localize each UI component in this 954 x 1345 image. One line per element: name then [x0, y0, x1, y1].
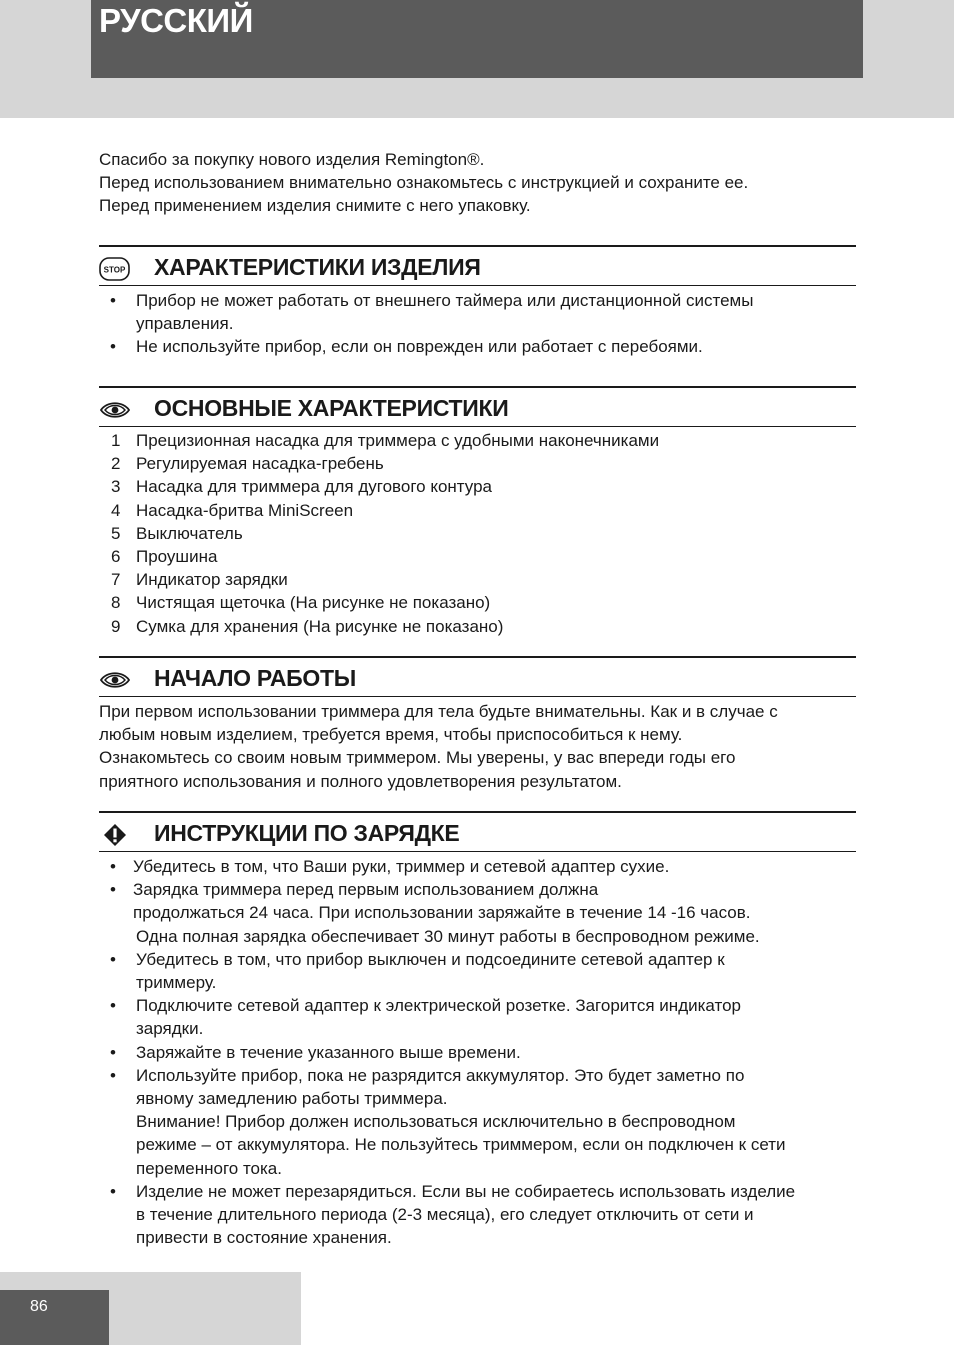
page-number-box	[0, 1290, 109, 1345]
list-item: 3 Насадка для триммера для дугового контура	[111, 477, 492, 497]
list-item: 8 Чистящая щеточка (На рисунке не показано)	[111, 593, 491, 613]
product-features-list	[99, 289, 856, 359]
list-item: 5 Выключатель	[111, 523, 243, 543]
svg-text:STOP: STOP	[103, 265, 126, 275]
language-bar	[91, 0, 863, 78]
list-item: 4 Насадка-бритва MiniScreen	[111, 500, 354, 520]
stop-icon	[99, 257, 131, 281]
list-item: • Зарядка триммера перед первым использованием должна продолжаться 24 часа. При использовании заряжайте в течение 14 -16 часов. Одна полная зарядка обеспечивает 30 минут работы в беспроводном режиме.	[99, 878, 856, 948]
eye-icon	[99, 398, 131, 422]
charging-list	[99, 855, 856, 1249]
section-header-getting-started	[99, 656, 856, 697]
list-item: • Изделие не может перезарядиться. Если вы не собираетесь использовать изделие в течение длительного периода (2-3 месяца), его следует отключить от сети и привести в состояние хранения.	[99, 1180, 856, 1250]
section-header-charging	[99, 811, 856, 852]
warning-icon	[99, 823, 131, 847]
language-title: РУССКИЙ	[99, 2, 253, 39]
list-item: • Не используйте прибор, если он поврежден или работает с перебоями.	[99, 335, 856, 358]
list-item: • Используйте прибор, пока не разрядится аккумулятор. Это будет заметно по явному замедлению работы триммера. Внимание! Прибор должен использоваться исключительно в беспроводном режиме – от аккумулятора. Не пользуйтесь триммером, если он подключен к сети переменного тока.	[99, 1064, 856, 1180]
list-item: • Убедитесь в том, что Ваши руки, триммер и сетевой адаптер сухие.	[99, 855, 856, 878]
main-features-list	[99, 429, 856, 638]
list-item: 2 Регулируемая насадка-гребень	[111, 454, 384, 474]
list-item: • Прибор не может работать от внешнего таймера или дистанционной системы управления.	[99, 289, 856, 335]
list-item: 9 Сумка для хранения (На рисунке не показано)	[111, 616, 504, 636]
section-title: НАЧАЛО РАБОТЫ	[154, 665, 356, 691]
section-title: ОСНОВНЫЕ ХАРАКТЕРИСТИКИ	[154, 395, 509, 421]
page-number: 86	[30, 1298, 48, 1315]
list-item: • Убедитесь в том, что прибор выключен и подсоедините сетевой адаптер к триммеру.	[99, 948, 856, 994]
list-item: • Заряжайте в течение указанного выше времени.	[99, 1041, 856, 1064]
list-item: 1 Прецизионная насадка для триммера с удобными наконечниками	[111, 431, 660, 450]
eye-icon	[99, 668, 131, 692]
section-title: ИНСТРУКЦИИ ПО ЗАРЯДКЕ	[154, 820, 460, 846]
intro-line: Спасибо за покупку нового изделия Remington®.	[99, 150, 485, 169]
intro-line: Перед применением изделия снимите с него упаковку.	[99, 196, 531, 216]
list-item: 7 Индикатор зарядки	[111, 570, 288, 590]
section-header-main-features	[99, 386, 856, 427]
getting-started-text: При первом использовании триммера для тела будьте внимательны. Как и в случае с любым новым изделием, требуется время, чтобы приспособиться к нему. Ознакомьтесь со своим новым триммером. Мы уверены, у вас впереди годы его приятного использования и полного удовлетворения результатом.	[99, 702, 778, 791]
section-header-product-features	[99, 245, 856, 286]
section-title: ХАРАКТЕРИСТИКИ ИЗДЕЛИЯ	[154, 254, 481, 280]
intro-line: Перед использованием внимательно ознакомьтесь с инструкцией и сохраните ее.	[99, 173, 749, 193]
list-item: • Подключите сетевой адаптер к электрической розетке. Загорится индикатор зарядки.	[99, 994, 856, 1040]
intro-text	[99, 148, 856, 218]
list-item: 6 Проушина	[111, 547, 218, 567]
